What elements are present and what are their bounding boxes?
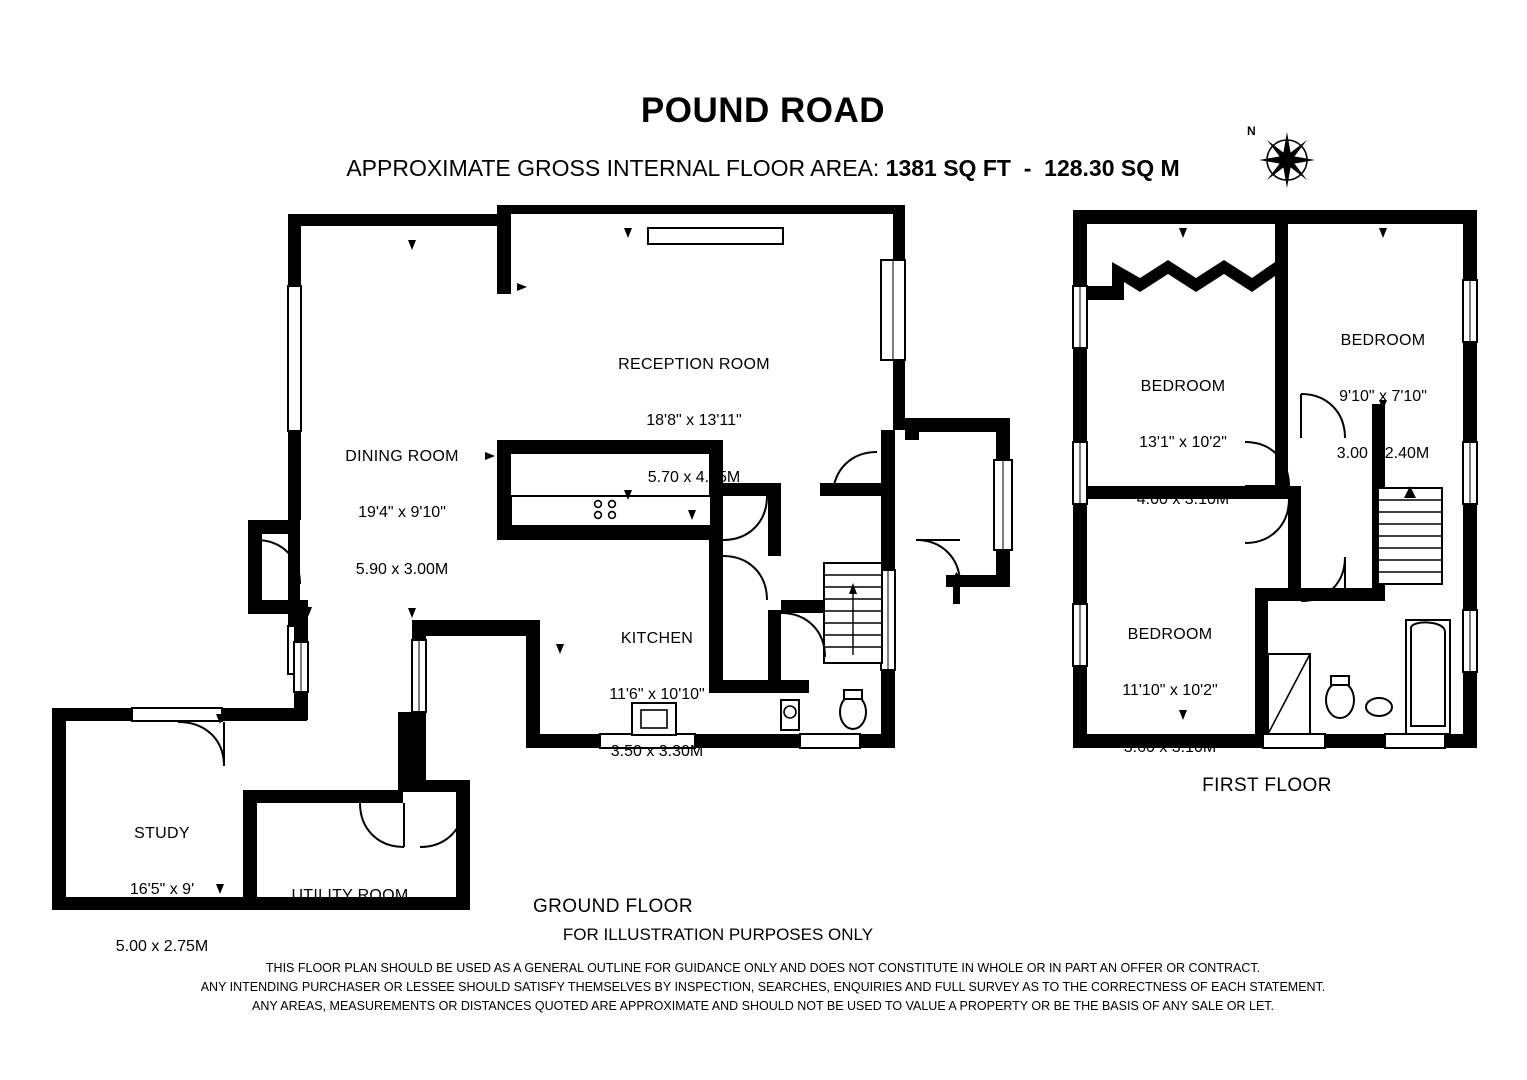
room-label-bedroom-1 xyxy=(1137,340,1230,529)
compass-icon xyxy=(1247,124,1315,188)
room-dims-metric: 3.00 x 2.40M xyxy=(1336,445,1430,462)
room-name: KITCHEN xyxy=(620,629,694,647)
disclaimer-line-3: ANY AREAS, MEASUREMENTS OR DISTANCES QUOTED ARE APPROXIMATE AND SHOULD NOT BE USED TO VALUE A PROPERTY OR BE THE BASIS OF ANY SALE OR LET. xyxy=(251,999,1275,1013)
room-dims-imperial: 11'6" x 10'10" xyxy=(609,686,705,704)
room-dims-metric: 5.90 x 3.00M xyxy=(355,561,449,578)
room-dims-metric: 5.70 x 4.25M xyxy=(647,469,741,486)
room-dims-metric: 4.00 x 3.10M xyxy=(1136,491,1230,508)
room-label-utility-room xyxy=(291,849,408,925)
room-name: STUDY xyxy=(134,824,190,842)
svg-text:N: N xyxy=(1247,124,1256,138)
room-label-kitchen xyxy=(609,592,704,781)
room-dims-imperial: 11'10" x 10'2" xyxy=(1122,682,1218,700)
room-dims-imperial: 19'4" x 9'10" xyxy=(358,504,446,522)
room-label-study xyxy=(116,787,209,976)
room-dims-metric: 3.50 x 3.30M xyxy=(610,743,704,760)
illustration-note: FOR ILLUSTRATION PURPOSES ONLY xyxy=(562,925,874,944)
room-dims-metric: 3.60 x 3.10M xyxy=(1123,739,1217,756)
room-name: RECEPTION ROOM xyxy=(618,355,770,373)
room-dims-metric: 5.00 x 2.75M xyxy=(115,938,209,955)
floor-area-value: 1381 SQ FT - 128.30 SQ M xyxy=(885,155,1180,181)
room-dims-imperial: 16'5" x 9' xyxy=(129,881,195,899)
room-dims-imperial: 9'10" x 7'10" xyxy=(1339,388,1427,406)
room-label-bedroom-2 xyxy=(1337,294,1430,483)
room-name: BEDROOM xyxy=(1340,331,1426,349)
page-title: POUND ROAD xyxy=(640,91,886,130)
disclaimer-line-2: ANY INTENDING PURCHASER OR LESSEE SHOULD SATISFY THEMSELVES BY INSPECTION, SEARCHES, ENQUIRIES AND FULL SURVEY AS TO THE CORRECTNESS OF EACH STATEMENT. xyxy=(200,980,1326,994)
room-dims-imperial: 18'8" x 13'11" xyxy=(646,412,742,430)
disclaimer-line-1: THIS FLOOR PLAN SHOULD BE USED AS A GENERAL OUTLINE FOR GUIDANCE ONLY AND DOES NOT CONSTITUTE IN WHOLE OR IN PART AN OFFER OR CONTRACT. xyxy=(265,961,1261,975)
room-dims-imperial: 13'1" x 10'2" xyxy=(1139,434,1227,452)
room-label-dining-room xyxy=(345,410,459,599)
room-name: BEDROOM xyxy=(1140,377,1226,395)
room-name: BEDROOM xyxy=(1127,625,1213,643)
room-label-reception-room xyxy=(618,318,770,507)
first-floor-label: FIRST FLOOR xyxy=(1202,775,1332,796)
room-label-bedroom-3 xyxy=(1122,588,1217,777)
ground-floor-label: GROUND FLOOR xyxy=(533,896,693,917)
room-name: DINING ROOM xyxy=(345,447,459,465)
floor-area-label: APPROXIMATE GROSS INTERNAL FLOOR AREA: xyxy=(346,155,880,181)
room-name: UTILITY ROOM xyxy=(291,886,409,904)
